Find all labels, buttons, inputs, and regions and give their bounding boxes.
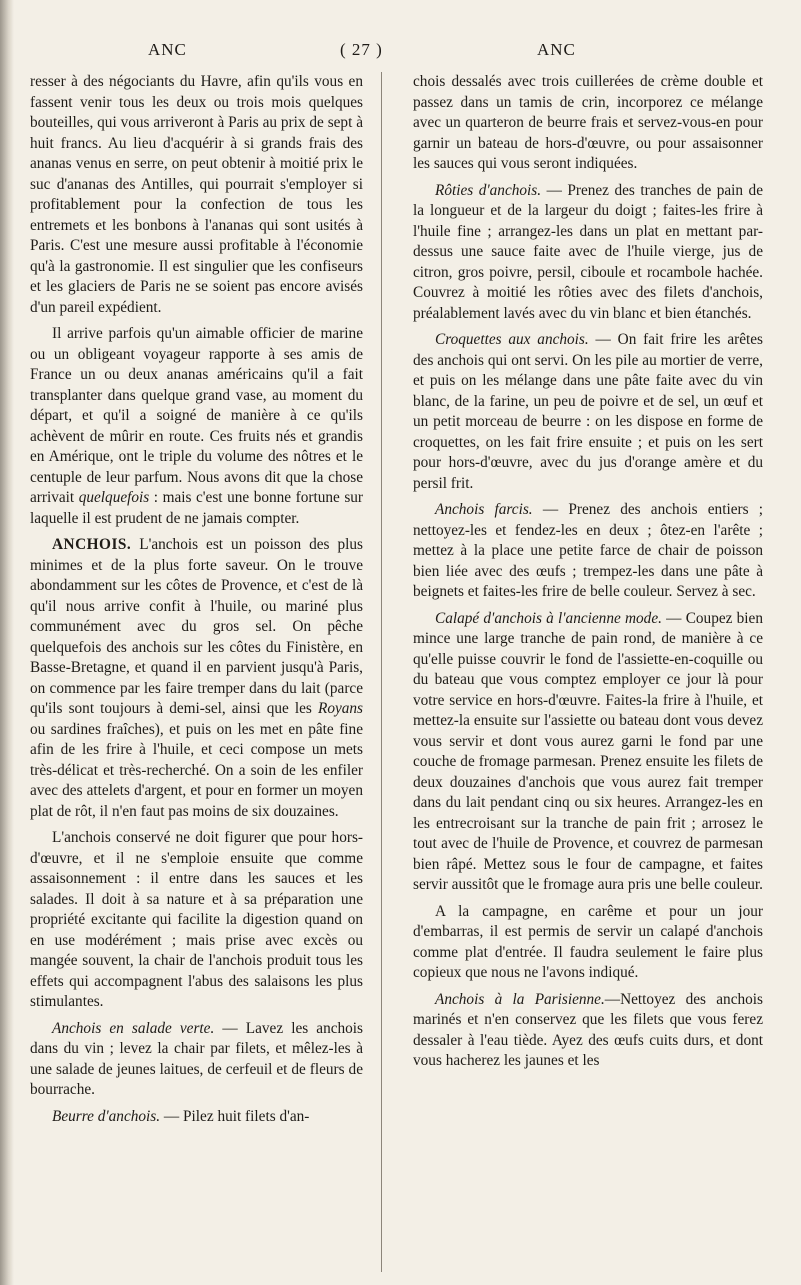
page-gutter-shadow: [0, 0, 14, 1285]
recipe-text: — Prenez des anchois entiers ; nettoyez-les et fendez-les en deux ; ôtez-en l'arête ; mettez à la place une petite farce de chair de poisson bien liée avec des œufs ; trempez-les dans une pâte à beignets et faites-les frire de belle couleur. Servez à sec.: [413, 501, 763, 600]
left-column: [30, 72, 363, 1133]
recipe: [413, 500, 763, 603]
paragraph-text: resser à des négociants du Havre, afin qu'ils vous en fassent venir tous les deux ou trois mois quelques bouteilles, qui vous arriveront à Paris au prix de sept à huit francs. Au lieu d'acquérir à si grands frais des ananas venus en serre, on peut obtenir à moitié prix le suc d'ananas des Antilles, qui pourrait s'employer si profitablement pour la confection de tous les entremets et les bonbons à l'ananas qui sont usités à Paris. C'est une mesure aussi profitable à l'économie qu'à la gastronomie. Il est singulier que les confiseurs et les glaciers de Paris ne se soient pas encore avisés d'un pareil expédient.: [30, 73, 363, 316]
recipe-text: —Nettoyez des anchois marinés et n'en conservez que les filets que vous ferez dessaler à l'eau tiède. Ayez des œufs cuits durs, et dont vous hacherez les jaunes et les: [413, 990, 763, 1069]
paragraph: [413, 72, 763, 175]
recipe: [30, 1107, 363, 1128]
paragraph: [30, 828, 363, 1013]
italic-word: quelquefois: [78, 489, 150, 506]
recipe-title: Anchois à la Parisienne.: [435, 990, 605, 1008]
paragraph: [30, 72, 363, 318]
paragraph: [413, 902, 763, 984]
italic-word: Royans: [317, 700, 364, 717]
recipe-title: Rôties d'anchois.: [435, 181, 542, 199]
paragraph-text: chois dessalés avec trois cuillerées de crème double et passez dans un tamis de crin, incorporez ce mélange avec un quarteron de beurre frais et servez-vous-en pour garnir un bateau de hors-d'œuvre, ou pour assaisonner les sauces qui vous seront indiquées.: [413, 73, 763, 172]
recipe-text: — Coupez bien mince une large tranche de pain rond, de manière à ce qu'elle puisse couvrir le fond de l'assiette-en-coquille ou du bateau que vous comptez employer ce jour là pour votre service en hors-d'œuvre. Faites-la frire à l'huile, et mettez-la ensuite sur l'assiette ou bateau dont vous devez vous servir et dont vous aurez garni le fond par une couche de fromage parmesan. Prenez ensuite les filets de deux douzaines d'anchois que vous aurez fait tremper dans du lait pendant cinq ou six heures. Arrangez-les en les entrecroisant sur la tranche de pain frit ; arrosez le tout avec de l'huile de Provence, et couvrez de parmesan bien râpé. Mettez sous le four de campagne, et faites servir aussitôt que le fromage aura pris une belle couleur.: [413, 609, 764, 893]
recipe: [413, 330, 763, 494]
recipe-title: Calapé d'anchois à l'ancienne mode.: [435, 609, 662, 627]
recipe: [413, 609, 763, 896]
entry-anchois: [30, 535, 363, 822]
running-header: [0, 40, 801, 64]
recipe-title: Anchois en salade verte.: [52, 1019, 215, 1037]
recipe-text: — Prenez des tranches de pain de la longueur et de la largeur du doigt ; faites-les frire à l'huile fine ; arrangez-les dans un plat en mettant par-dessus une sauce faite avec de l'huile vierge, jus de citron, gros poivre, persil, ciboule et rocambole hachée. Couvrez à moitié les rôties avec des filets d'anchois, préalablement lavés avec du vin blanc et bien étanchés.: [413, 181, 763, 322]
recipe: [413, 990, 763, 1072]
recipe-title: Croquettes aux anchois.: [435, 331, 589, 348]
recipe-text: — Lavez les anchois dans du vin ; levez la chair par filets, et mêlez-les à une salade de jeunes laitues, de cerfeuil et de fleurs de bourrache.: [30, 1019, 364, 1098]
recipe-title: Anchois farcis.: [435, 501, 533, 518]
paragraph-text: Il arrive parfois qu'un aimable officier de marine ou un obligeant voyageur rapporte à ses amis de France un ou deux ananas américains qu'il a fait transplanter dans quelque grand vase, au moment du départ, et qu'il a soigné de manière à ce qu'ils achèvent de mûrir en route. Ces fruits nés et grandis en Amérique, ont le triple du volume des nôtres et le centuple de leur parfum. Nous avons dit que la chose arrivait: [30, 325, 363, 506]
recipe-text: — On fait frire les arêtes des anchois qui ont servi. On les pile au mortier de verre, et puis on les mélange dans une pâte faite avec du vin blanc, de la farine, un peu de poivre et de sel, un œuf et un petit morceau de beurre : on les dispose en forme de croquettes, on les fait frire ensuite ; et puis on les sert pour hors-d'œuvre, avec du jus d'orange amère et du persil frit.: [413, 331, 763, 492]
entry-heading: ANCHOIS.: [52, 536, 132, 553]
paragraph-text: A la campagne, en carême et pour un jour d'embarras, il est permis de servir un calapé d'anchois comme plat d'entrée. Il faudra seulement le faire plus copieux que nous ne l'avons indiqué.: [413, 902, 763, 981]
paragraph: [30, 324, 363, 529]
column-divider: [381, 72, 382, 1272]
paragraph-text: ou sardines fraîches), et puis on les met en pâte fine afin de les frire à l'huile, et ceci compose un mets très-délicat et très-recherché. On a soin de les enfiler avec des attelets d'argent, et pour en former un moyen plat de rôt, il n'en faut pas moins de six douzaines.: [30, 720, 363, 820]
header-right: ANC: [537, 40, 576, 59]
recipe-text: — Pilez huit filets d'an-: [163, 1107, 310, 1125]
paragraph-text: L'anchois est un poisson des plus minimes et de la plus forte saveur. On le trouve abondamment sur les côtes de Provence, et c'est de là qu'il nous arrive confit à l'huile, ou mariné plus communément avec du gros sel. On pêche quelquefois des anchois sur les côtes du Finistère, en Basse-Bretagne, et quand il en parvient jusqu'à Paris, on commence par les faire tremper dans du lait (parce qu'ils sont toujours à demi-sel, ainsi que les: [30, 536, 363, 717]
right-column: [413, 72, 763, 1078]
recipe: [30, 1019, 363, 1101]
header-left: ANC: [148, 40, 187, 59]
page-number: ( 27 ): [340, 40, 383, 59]
paragraph-text: : mais c'est une bonne fortune sur laquelle il est prudent de ne jamais compter.: [30, 489, 364, 527]
paragraph-text: L'anchois conservé ne doit figurer que pour hors-d'œuvre, et il ne s'emploie ensuite que comme assaisonnement : il entre dans les sauces et les salades. Il doit à sa nature et à sa préparation une propriété excitante qui facilite la digestion quand on en use modérément ; mais prise avec excès ou mangée souvent, la chair de l'anchois produit tous les effets qui accompagnent l'abus des salaisons les plus stimulantes.: [30, 829, 363, 1010]
recipe: [413, 181, 763, 325]
recipe-title: Beurre d'anchois.: [52, 1107, 161, 1125]
